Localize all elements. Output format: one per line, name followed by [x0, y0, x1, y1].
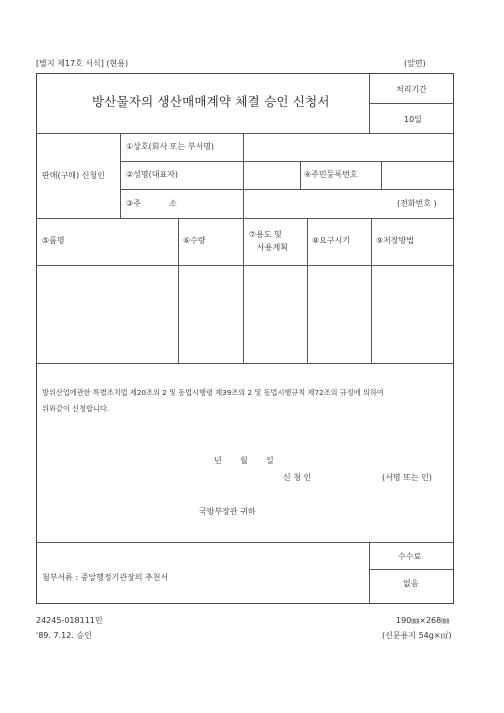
statement-line-2: 위와같이 신청합니다. [42, 404, 110, 413]
date-year: 년 [214, 456, 222, 465]
paper-size: 190㎜×268㎜ [396, 616, 450, 625]
sign-hint: (서명 또는 인) [382, 473, 432, 482]
table-header-divider [36, 265, 454, 266]
form-code: 24245-018111민 [36, 616, 103, 625]
applicant-sign-label: 신 청 인 [283, 473, 312, 482]
date-month: 월 [240, 456, 248, 465]
fee-divider [369, 569, 454, 570]
form-title: 방산물자의 생산매매계약 체결 승인 신청서 [92, 94, 330, 109]
page-side-label: (앞면) [404, 59, 426, 68]
fee-label: 수수료 [398, 552, 422, 561]
resident-no-left-border [300, 161, 301, 189]
applicant-divider [36, 218, 454, 219]
column-border-4 [371, 218, 372, 363]
phone-field-label: (전화번호 ) [397, 199, 437, 208]
column-border-2 [243, 218, 244, 363]
processing-period-value: 10일 [404, 115, 422, 124]
field-label-border [243, 133, 244, 218]
processing-period-label: 처리기간 [396, 85, 427, 94]
statement-line-1: 방위산업에관한 특별조치법 제20조의 2 및 동법시행령 제39조의 2 및 동법시행규칙 제72조의 규정에 의하여 [42, 388, 384, 397]
title-divider [36, 133, 454, 134]
column-storage: ⑨저장방법 [376, 236, 415, 245]
form-id-label: [별지 제17호 서식] (현용) [36, 59, 129, 68]
address-field-label: ③주 [126, 199, 141, 208]
paper-spec: (신문용지 54g×㎡) [382, 631, 452, 640]
title-right-border [369, 73, 370, 133]
column-quantity: ⑥수량 [183, 236, 206, 245]
column-border-3 [307, 218, 308, 363]
recipient-label: 국방부장관 귀하 [199, 507, 256, 516]
fee-left-border [369, 542, 370, 604]
attachment-label: 첨부서류 : 중앙행정기관장의 추천서 [42, 573, 169, 582]
column-request-period: ⑧요구시기 [312, 236, 351, 245]
row-divider-1 [120, 161, 454, 162]
applicant-label: 판매(구매) 신청인 [42, 171, 105, 180]
company-field-label: ①상호(회사 또는 부서명) [126, 142, 215, 151]
name-field-label: ②성명(대표자) [126, 170, 179, 179]
column-usage-line2: 사용계획 [257, 243, 288, 252]
column-usage-line1: ⑦용도 및 [249, 230, 282, 239]
approval-date: '89. 7.12. 승인 [36, 631, 92, 640]
address-field-label-char: 소 [169, 199, 177, 208]
row-divider-2 [120, 189, 454, 190]
date-day: 일 [266, 456, 274, 465]
resident-no-right-border [381, 161, 382, 189]
table-bottom-divider [36, 363, 454, 364]
statement-divider [36, 542, 454, 543]
column-border-1 [178, 218, 179, 363]
fee-value: 없음 [403, 579, 419, 588]
applicant-label-border [120, 133, 121, 218]
form-frame [36, 73, 454, 604]
column-item: ⑤품명 [42, 236, 65, 245]
processing-divider [369, 103, 454, 104]
resident-no-field-label: ④주민등록번호 [304, 170, 358, 179]
